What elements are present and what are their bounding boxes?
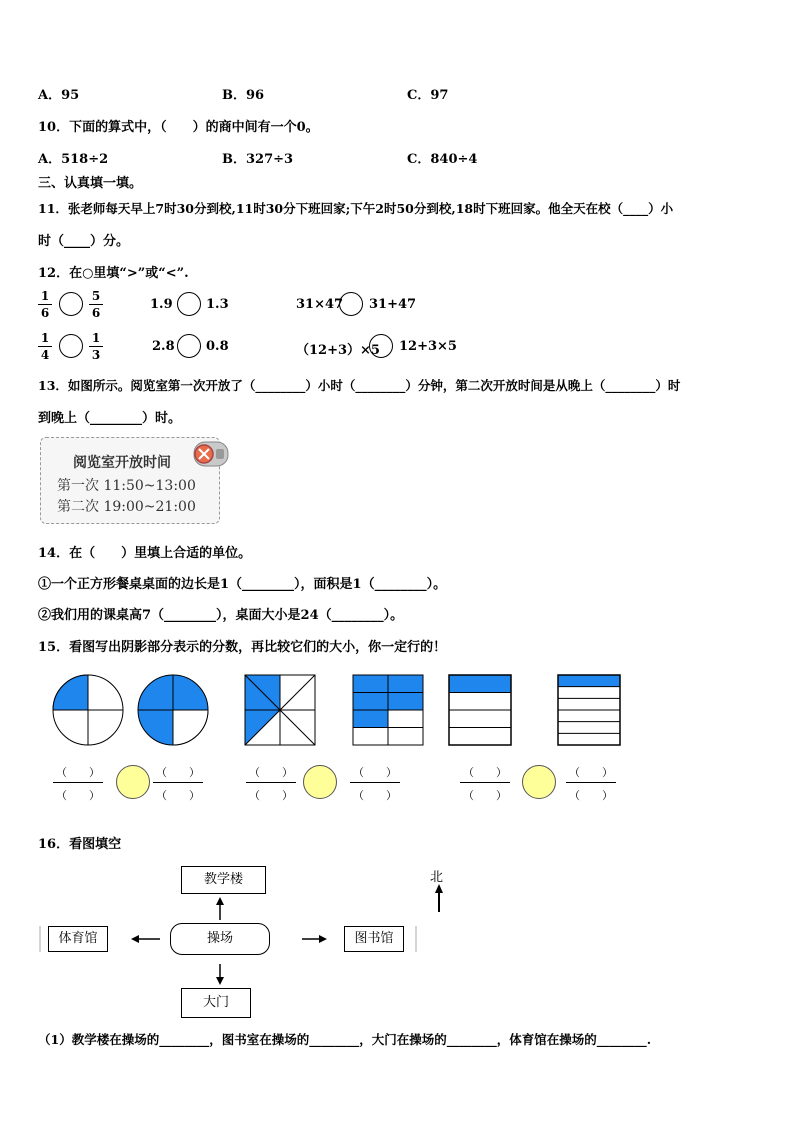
q14-item1: ①一个正方形餐桌桌面的边长是1（________），面积是1（________）。 <box>38 577 447 592</box>
teaching-building-box: 教学楼 <box>181 866 266 894</box>
compare-circle[interactable] <box>339 292 363 316</box>
compare-circle[interactable] <box>116 765 150 799</box>
fraction-answer-blank[interactable]: （ ） （ ） <box>566 764 616 805</box>
compare-circle[interactable] <box>303 765 337 799</box>
expr-left: 1.9 <box>150 297 173 312</box>
fraction-figures <box>40 668 640 758</box>
fraction-1-4: $\frac{1}{4}$ <box>38 331 52 362</box>
compare-circle[interactable] <box>59 334 83 358</box>
fraction-answer-blank[interactable]: （ ） （ ） <box>350 764 400 805</box>
expr-right: 12+3×5 <box>399 339 457 354</box>
q10-option-c: C．840÷4 <box>407 152 478 167</box>
expr-right: 0.8 <box>206 339 229 354</box>
expr-left: 2.8 <box>152 339 175 354</box>
q14-text: 14．在（ ）里填上合适的单位。 <box>38 546 252 561</box>
expr-left: 31×47 <box>296 297 344 312</box>
q11-line1: 11．张老师每天早上7时30分到校,11时30分下班回家;下午2时50分到校,18时下班回家。他全天在校（____）小 <box>38 201 674 216</box>
fraction-answer-blank[interactable]: （ ） （ ） <box>153 764 203 805</box>
fraction-answer-blank[interactable]: （ ） （ ） <box>53 764 103 805</box>
card-row-second: 第二次 19:00~21:00 <box>57 499 196 515</box>
strip-figure-sixths <box>558 675 620 745</box>
strip-figure-quarters <box>449 675 511 745</box>
alarm-clock-icon <box>188 436 234 470</box>
gate-box: 大门 <box>181 988 251 1018</box>
fraction-1-3: $\frac{1}{3}$ <box>89 331 103 362</box>
q13-line2: 到晚上（________）时。 <box>38 411 182 426</box>
eighths-square-figure-1 <box>245 675 315 745</box>
expr-right: 1.3 <box>206 297 229 312</box>
fraction-answer-blank[interactable]: （ ） （ ） <box>460 764 510 805</box>
q12-text: 12．在○里填“>”或“<”. <box>38 266 189 281</box>
q10-text: 10．下面的算式中，（ ）的商中间有一个0。 <box>38 120 319 135</box>
expr-left: （12+3）×5 <box>296 343 380 358</box>
q10-option-a: A．518÷2 <box>38 152 109 167</box>
gym-box: 体育馆 <box>48 926 108 952</box>
library-box: 图书馆 <box>344 926 404 952</box>
q9-option-b: B．96 <box>222 88 265 103</box>
q13-line1: 13．如图所示。阅览室第一次开放了（________）小时（________）分钟，第二次开放时间是从晚上（________）时 <box>38 378 681 393</box>
compare-circle[interactable] <box>177 292 201 316</box>
card-title: 阅览室开放时间 <box>73 455 171 471</box>
card-row-first: 第一次 11:50~13:00 <box>57 478 196 494</box>
playground-box: 操场 <box>170 923 270 955</box>
fraction-1-6: $\frac{1}{6}$ <box>38 289 52 320</box>
q10-option-b: B．327÷3 <box>222 152 294 167</box>
compare-circle[interactable] <box>522 765 556 799</box>
expr-right: 31+47 <box>369 297 417 312</box>
compare-circle[interactable] <box>369 334 393 358</box>
quarter-circle-figure-2 <box>138 675 208 745</box>
section-heading: 三、认真填一填。 <box>38 176 143 191</box>
grid-figure <box>353 675 423 745</box>
q16-sub1: （1）教学楼在操场的________，图书室在操场的________，大门在操场的________，体育馆在操场的________. <box>38 1032 652 1047</box>
quarter-circle-figure-1 <box>53 675 123 745</box>
q9-option-c: C．97 <box>407 88 449 103</box>
direction-arrows <box>0 860 794 1020</box>
compare-circle[interactable] <box>59 292 83 316</box>
q16-text: 16．看图填空 <box>38 837 122 852</box>
compare-circle[interactable] <box>177 334 201 358</box>
q11-line2: 时（____）分。 <box>38 234 130 249</box>
fraction-answer-blank[interactable]: （ ） （ ） <box>246 764 296 805</box>
fraction-5-6: $\frac{5}{6}$ <box>89 289 103 320</box>
q14-item2: ②我们用的课桌高7（________），桌面大小是24（________）。 <box>38 608 404 623</box>
north-label: 北 <box>430 870 444 885</box>
q15-text: 15．看图写出阴影部分表示的分数，再比较它们的大小，你一定行的！ <box>38 640 447 655</box>
q9-option-a: A．95 <box>38 88 80 103</box>
